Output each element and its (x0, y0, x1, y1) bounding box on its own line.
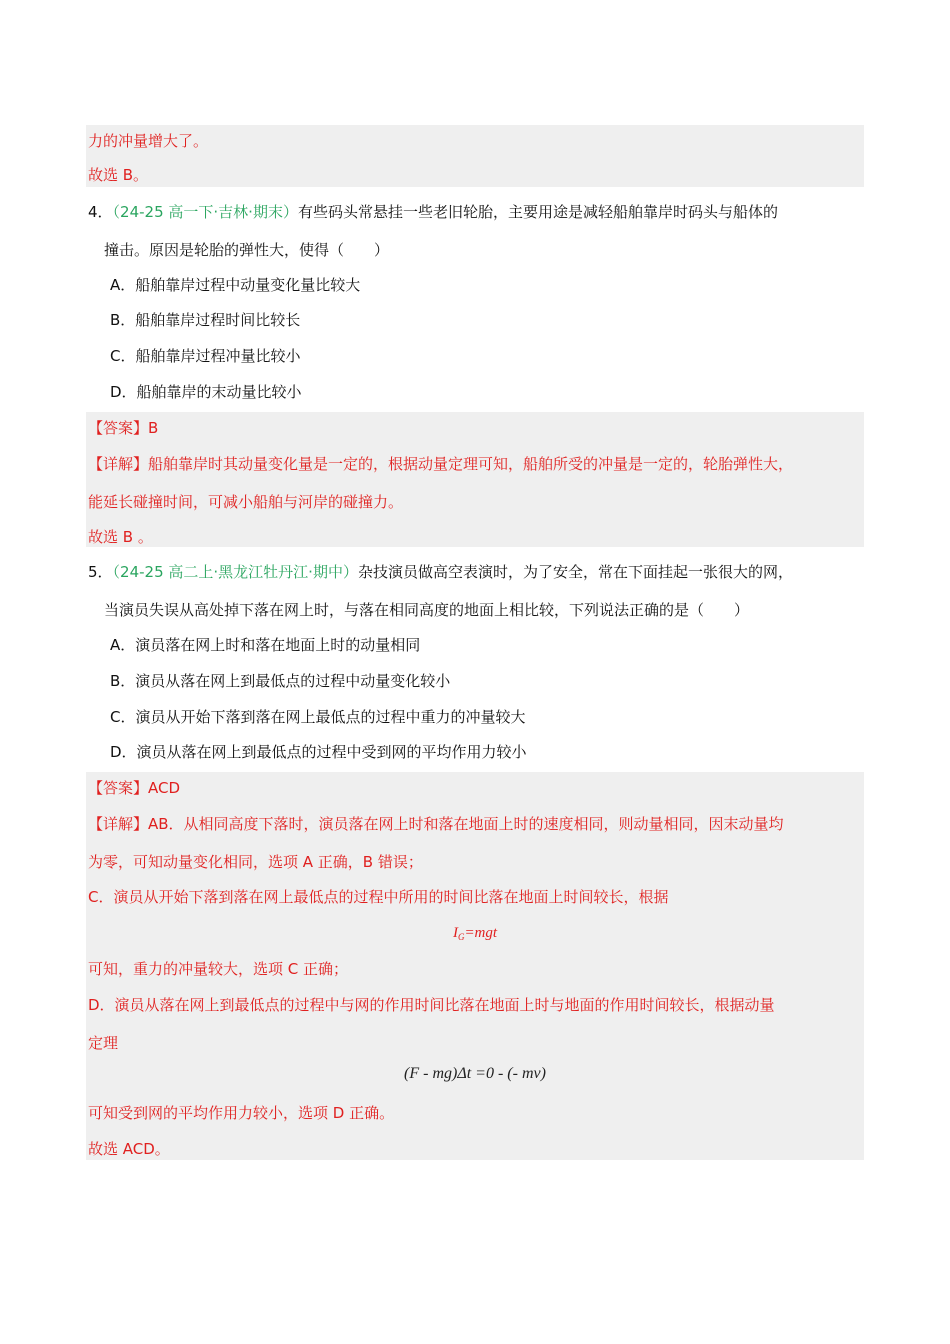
option-b: B．演员从落在网上到最低点的过程中动量变化较小 (110, 672, 451, 690)
question-source: （24-25 高一下·吉林·期末） (112, 203, 298, 221)
question-number: 5． (88, 563, 113, 581)
equation-momentum-theorem: (F - mg)Δt =0 - (- mv) (404, 1065, 546, 1082)
choice-4: 故选 B 。 (88, 528, 153, 546)
detail-5-line-3: C．演员从开始下落到落在网上最低点的过程中所用的时间比落在地面上时间较长，根据 (88, 888, 669, 906)
detail-4-line-2: 能延长碰撞时间，可减小船舶与河岸的碰撞力。 (88, 493, 404, 511)
option-d: D．演员从落在网上到最低点的过程中受到网的平均作用力较小 (110, 743, 527, 761)
answer-5: 【答案】ACD (88, 779, 181, 797)
previous-explanation-tail: 力的冲量增大了。 (88, 132, 209, 150)
option-c: C．船舶靠岸过程冲量比较小 (110, 347, 301, 365)
question-source: （24-25 高二上·黑龙江牡丹江·期中） (112, 563, 358, 581)
detail-5-line-5: D．演员从落在网上到最低点的过程中与网的作用时间比落在地面上时与地面的作用时间较长，根据动量 (88, 996, 775, 1014)
option-c: C．演员从开始下落到落在网上最低点的过程中重力的冲量较大 (110, 708, 526, 726)
question-stem-line-2: 当演员失误从高处掉下落在网上时，与落在相同高度的地面上相比较，下列说法正确的是（ ） (104, 601, 750, 619)
choice-5: 故选 ACD。 (88, 1140, 170, 1158)
equation-impulse-gravity: $I_G=mgt$ (452, 925, 498, 942)
question-stem-line-1: 有些码头常悬挂一些老旧轮胎，主要用途是减轻船舶靠岸时码头与船体的 (297, 203, 778, 221)
option-d: D．船舶靠岸的末动量比较小 (110, 383, 302, 401)
option-a: A．演员落在网上时和落在地面上时的动量相同 (110, 636, 421, 654)
option-b: B．船舶靠岸过程时间比较长 (110, 311, 301, 329)
question-number: 4． (88, 203, 113, 221)
detail-5-line-4: 可知，重力的冲量较大，选项 C 正确； (88, 960, 349, 978)
question-stem-line-1: 杂技演员做高空表演时，为了安全，常在下面挂起一张很大的网， (357, 563, 793, 581)
question-4-header (88, 202, 778, 222)
detail-4-line-1: 【详解】船舶靠岸时其动量变化量是一定的，根据动量定理可知，船舶所受的冲量是一定的，轮胎弹性大， (88, 455, 794, 473)
option-a: A．船舶靠岸过程中动量变化量比较大 (110, 276, 361, 294)
detail-5-line-2: 为零，可知动量变化相同，选项 A 正确，B 错误； (88, 853, 423, 871)
detail-5-line-7: 可知受到网的平均作用力较小，选项 D 正确。 (88, 1104, 395, 1122)
question-5-header (88, 562, 793, 582)
detail-5-line-1: 【详解】AB．从相同高度下落时，演员落在网上时和落在地面上时的速度相同，则动量相同，因末动量均 (88, 815, 784, 833)
previous-choice: 故选 B。 (88, 166, 149, 184)
detail-5-line-6: 定理 (88, 1034, 119, 1052)
answer-block-4 (86, 412, 864, 547)
question-stem-line-2: 撞击。原因是轮胎的弹性大，使得（ ） (104, 241, 390, 259)
answer-4: 【答案】B (88, 419, 159, 437)
